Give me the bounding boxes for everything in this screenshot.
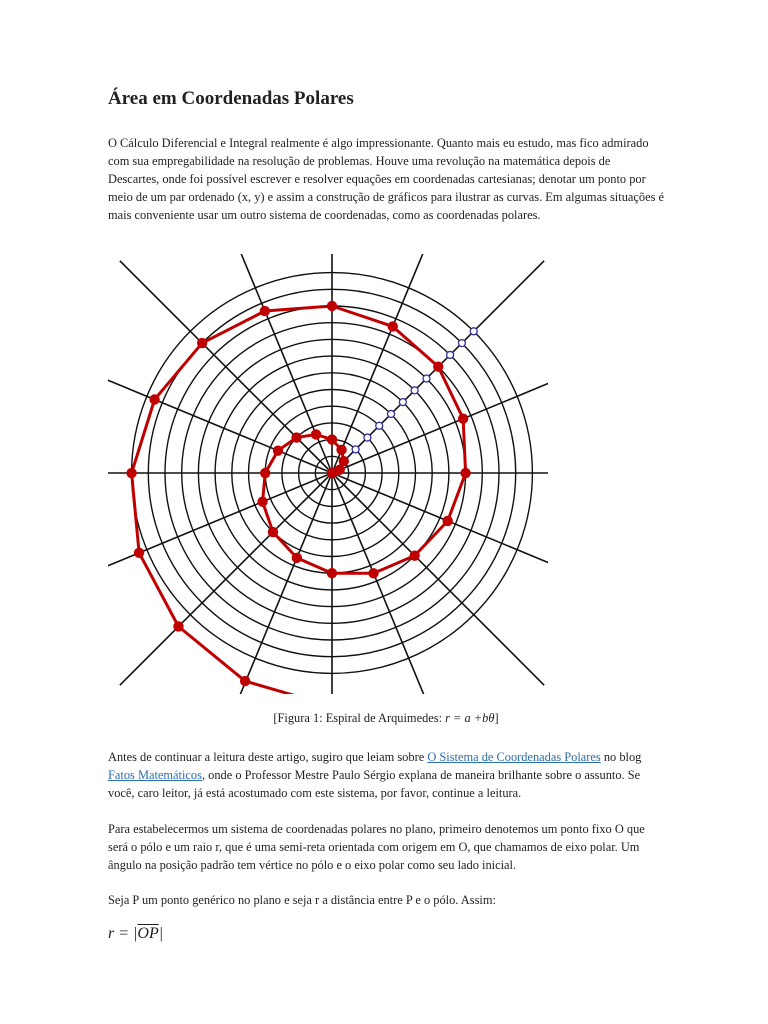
p2-text-c: , onde o Professor Mestre Paulo Sérgio explana de maneira brilhante sobre o assunto. Se você, caro leitor, já está acostumado com este sistema, por favor, continue a leitura. <box>108 768 641 800</box>
ray-marker <box>447 351 454 358</box>
ray-marker <box>352 446 359 453</box>
caption-prefix: [Figura 1: Espiral de Arquimedes: <box>273 711 446 725</box>
spiral-point <box>388 321 398 331</box>
spiral-point <box>260 468 270 478</box>
spiral-point <box>327 301 337 311</box>
caption-formula: r = a +bθ <box>445 711 495 725</box>
ray-marker <box>388 410 395 417</box>
spiral-point <box>240 676 250 686</box>
intro-paragraph: O Cálculo Diferencial e Integral realmente é algo impressionante. Quanto mais eu estudo, mas fico admirado com sua empregabilidade na resolução de problemas. Houve uma revolução na matemática depois de Descartes, onde foi possível escrever e resolver equações em coordenadas cartesianas; denotar um ponto por meio de um par ordenado (x, y) e assim a construção de gráficos para ilustrar as curvas. Em algumas situações é mais conveniente usar um outro sistema de coordenadas, como as coordenadas polares. <box>108 136 665 222</box>
spiral-point <box>339 456 349 466</box>
spiral-point <box>409 550 419 560</box>
spiral-point <box>292 553 302 563</box>
ray-marker <box>423 375 430 382</box>
archimedes-spiral-figure <box>108 254 548 694</box>
spiral-point <box>442 516 452 526</box>
spiral-line <box>132 306 466 694</box>
reference-paragraph <box>108 748 664 802</box>
ray-marker <box>458 340 465 347</box>
figure-caption <box>108 711 664 726</box>
formula-op: $\overline{OP}$ <box>137 925 159 942</box>
distance-formula <box>108 925 163 943</box>
spiral-point <box>458 413 468 423</box>
ray-marker <box>399 399 406 406</box>
spiral-point <box>149 394 159 404</box>
page-title: Área em Coordenadas Polares <box>108 88 354 109</box>
spiral-point <box>257 497 267 507</box>
ray-marker <box>470 328 477 335</box>
spiral-point <box>197 338 207 348</box>
spiral-point <box>433 361 443 371</box>
caption-suffix: ] <box>494 711 499 725</box>
ray-marker <box>376 422 383 429</box>
spiral-point <box>268 527 278 537</box>
fatos-matematicos-link[interactable]: Fatos Matemáticos <box>108 768 202 782</box>
ray-marker <box>411 387 418 394</box>
spiral-point <box>126 468 136 478</box>
polar-system-link[interactable]: O Sistema de Coordenadas Polares <box>427 750 601 764</box>
p2-text-a: Antes de continuar a leitura deste artigo, sugiro que leiam sobre <box>108 750 428 764</box>
spiral-point <box>273 445 283 455</box>
definition-paragraph: Para estabelecermos um sistema de coordenadas polares no plano, primeiro denotemos um ponto fixo O que será o pólo e um raio r, que é uma semi-reta orientada com origem em O, que chamamos de eixo polar. Um ângulo na posição padrão tem vértice no pólo e o eixo polar como seu lado inicial. <box>108 822 645 872</box>
ray-marker <box>364 434 371 441</box>
spiral-point <box>291 432 301 442</box>
spiral-point <box>327 568 337 578</box>
spiral-point <box>260 306 270 316</box>
grid-ray <box>332 358 548 473</box>
spiral-point <box>327 434 337 444</box>
formula-rhs: | <box>158 925 164 942</box>
p2-text-b: no blog <box>600 750 642 764</box>
distance-paragraph: Seja P um ponto genérico no plano e seja r a distância entre P e o pólo. Assim: <box>108 893 496 907</box>
spiral-point <box>368 568 378 578</box>
spiral-point <box>173 621 183 631</box>
formula-lhs: r = | <box>108 925 138 942</box>
spiral-point <box>311 429 321 439</box>
spiral-point <box>460 468 470 478</box>
spiral-point <box>336 445 346 455</box>
spiral-point <box>134 548 144 558</box>
